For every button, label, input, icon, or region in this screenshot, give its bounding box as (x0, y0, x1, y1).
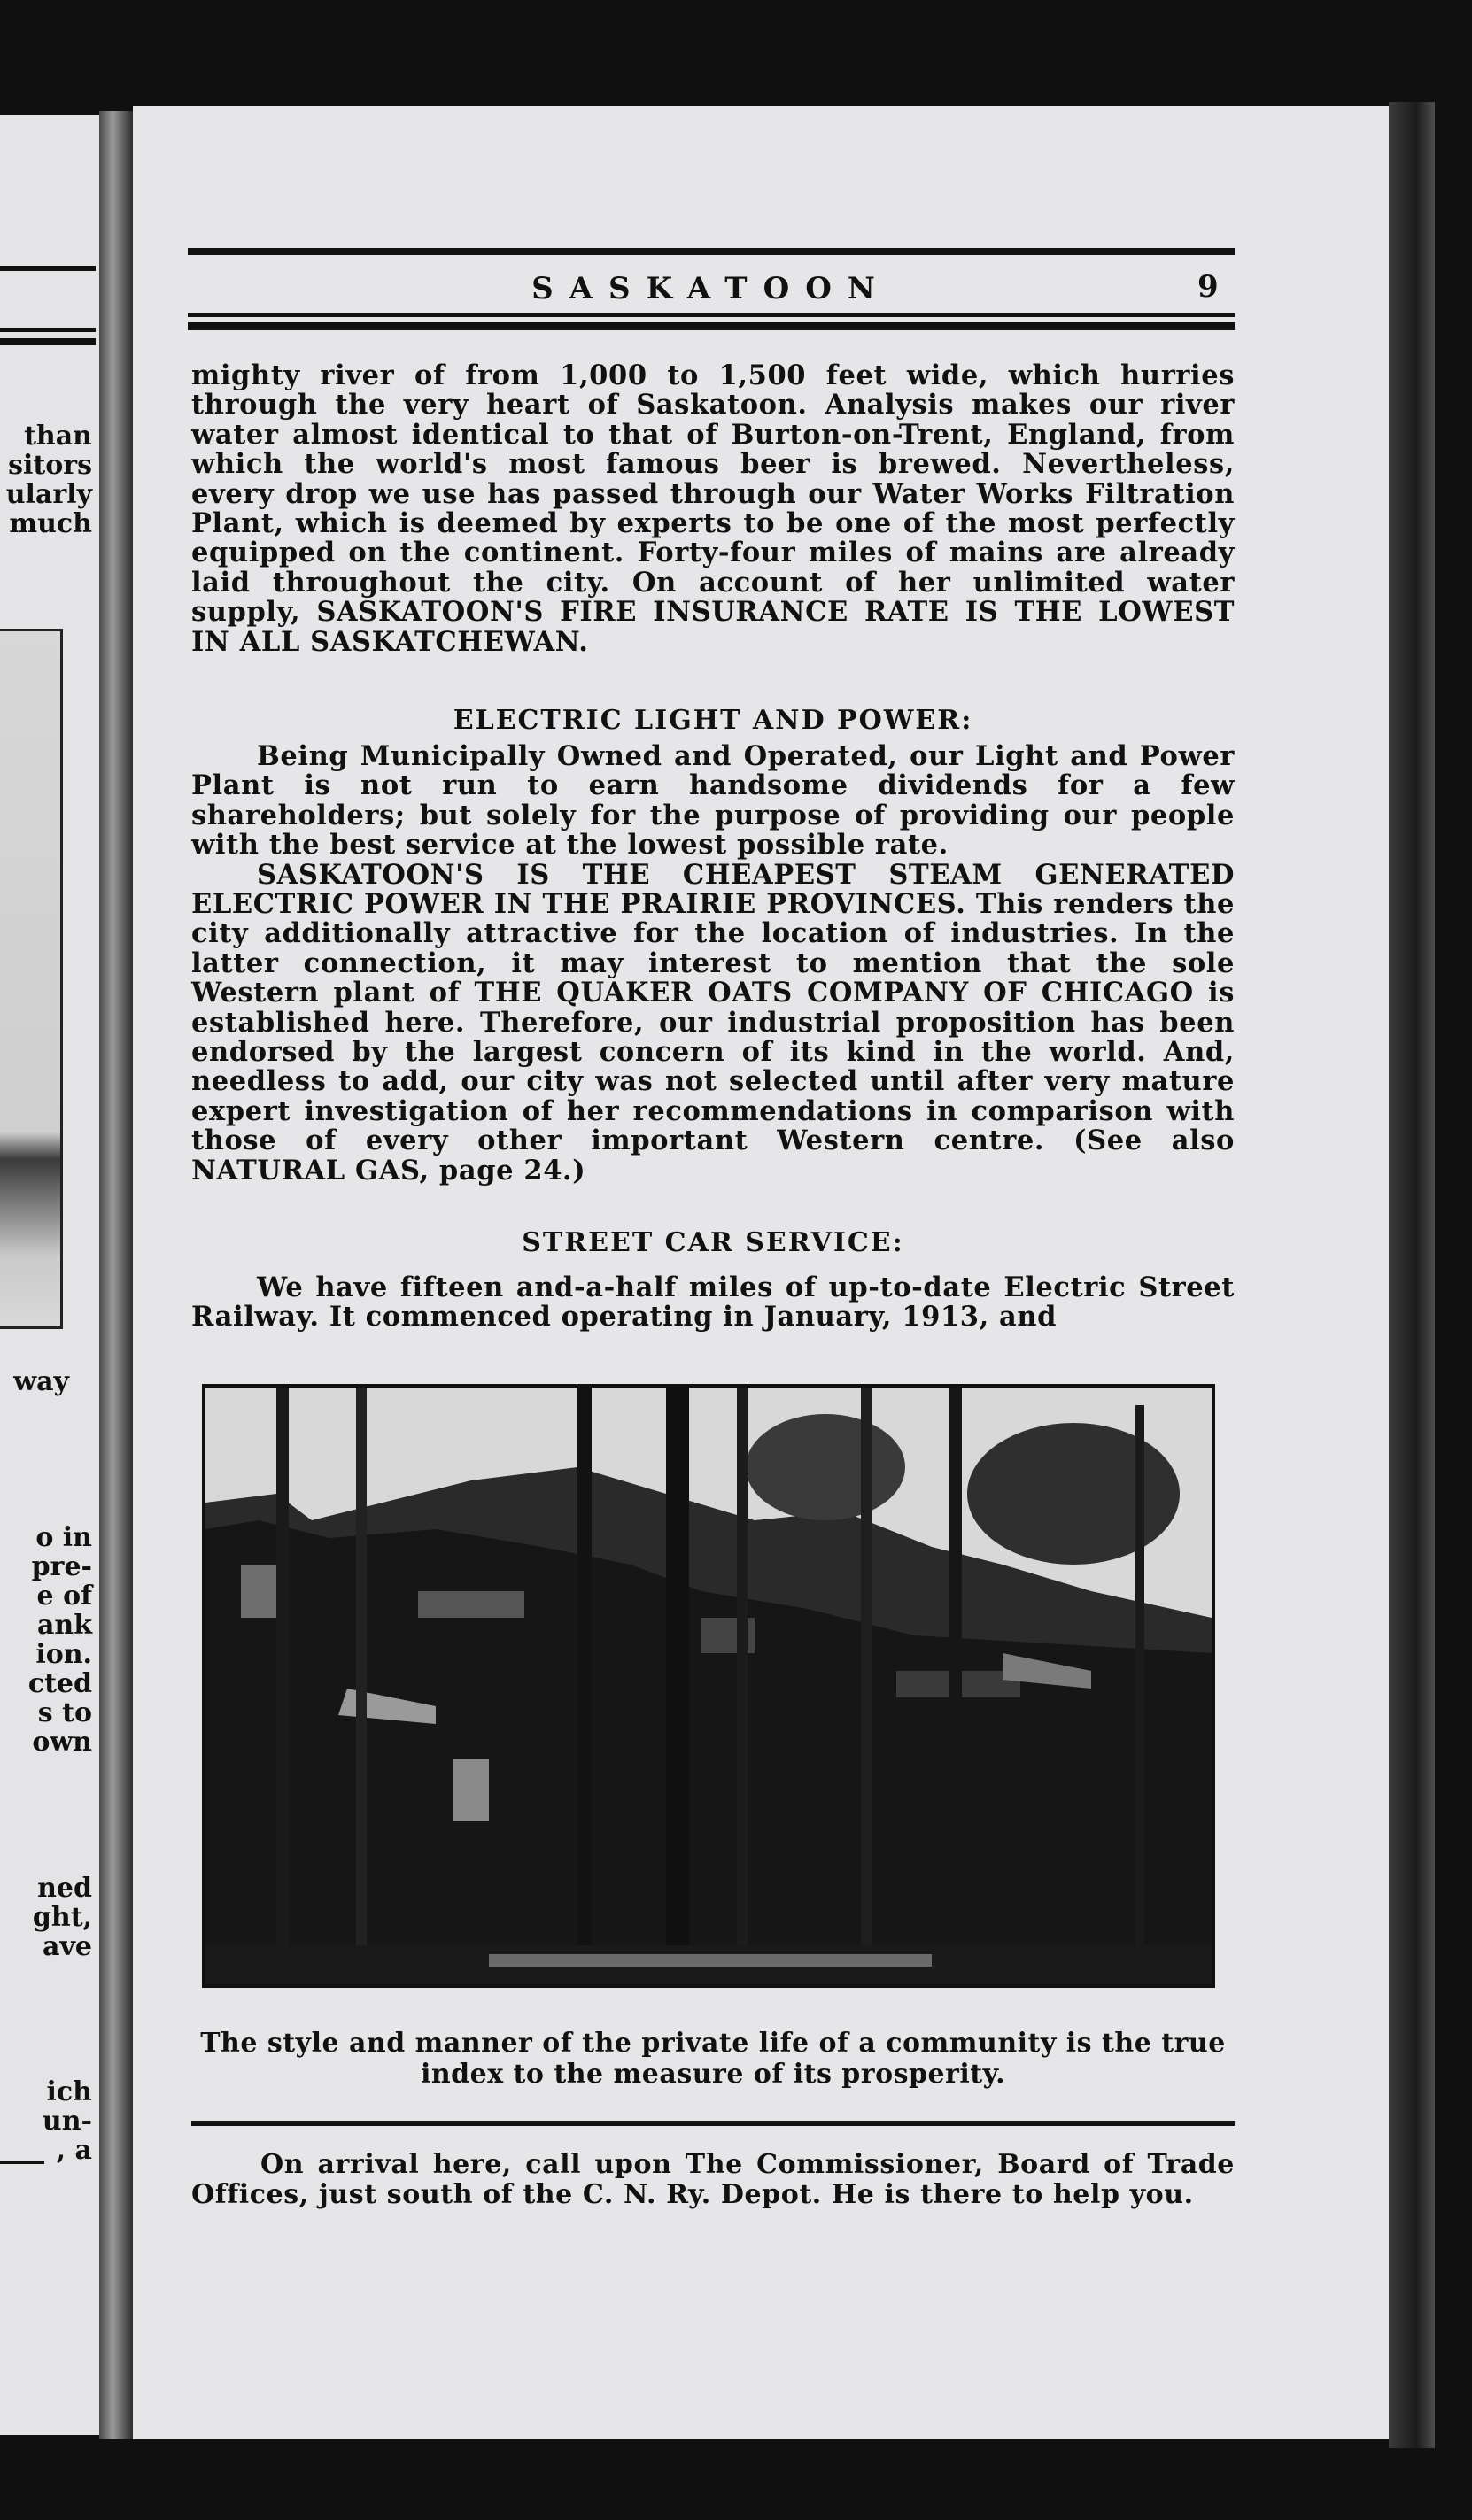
header-rule (188, 248, 1235, 255)
left-page-fragment: than (24, 421, 92, 452)
left-page-rule (0, 338, 96, 345)
left-page-fragment: , a (56, 2135, 92, 2166)
paragraph-text: mighty river of from 1,000 to 1,500 feet wide, which hurries through the very heart of Saskatoon. Analysis makes our river water almost identical to that of Burton-on-Trent, England, from which the world's most famous beer is brewed. Nevertheless, every drop we use has passed through our Water Works Filtration Plant, which is deemed by experts to be one of the most perfectly equipped on the continent. Forty-four miles of mains are already laid throughout the city. On account of her unlimited water supply, SASKATOON'S FIRE INSURANCE RATE IS THE LOWEST IN ALL SASKATCHEWAN. (191, 359, 1235, 658)
photo-illustration (205, 1388, 1212, 1984)
page-edge (1389, 102, 1435, 2448)
section-rule (191, 2121, 1235, 2126)
left-page-fragment: cted (27, 1668, 92, 1699)
left-page-fragment: ion. (35, 1639, 92, 1670)
paragraph-text: Being Municipally Owned and Operated, our Light and Power Plant is not run to earn handsome dividends for a few shareholders; but solely for the purpose of providing our people with the best service at the lowest possible rate. (191, 740, 1235, 862)
page-number: 9 (1197, 269, 1219, 305)
header-rule (188, 322, 1235, 330)
book-spine (99, 111, 133, 2439)
residence-photograph (202, 1384, 1215, 1988)
electric-section (191, 742, 1235, 1186)
running-head-title: SASKATOON (531, 271, 891, 306)
paragraph-text: SASKATOON'S IS THE CHEAPEST STEAM GENERATED ELECTRIC POWER IN THE PRAIRIE PROVINCES. This renders the city additionally attractive for the location of industries. In the latter connection, it may interest to mention that the sole Western plant of THE QUAKER OATS COMPANY OF CHICAGO is established here. Therefore, our industrial proposition has been endorsed by the largest concern of its kind in the world. And, needless to add, our city was not selected until after very mature expert investigation of her recommendations in comparison with those of every other important Western centre. (See also NATURAL GAS, page 24.) (191, 858, 1235, 1187)
left-page-photo-fragment (0, 629, 63, 1329)
left-page-fragment: ich (46, 2076, 92, 2107)
left-page-fragment: s to (37, 1697, 92, 1728)
commissioner-notice: On arrival here, call upon The Commissioner, Board of Trade Offices, just south of the C. N. Ry. Depot. He is there to help you. (191, 2149, 1235, 2210)
street-car-heading: STREET CAR SERVICE: (522, 1227, 904, 1258)
left-page-fragment: ularly (5, 479, 92, 510)
left-page-rule (0, 266, 96, 271)
electric-light-heading: ELECTRIC LIGHT AND POWER: (453, 705, 973, 736)
left-page-fragment: ank (36, 1610, 92, 1641)
left-page-fragment: ght, (32, 1902, 92, 1933)
left-page-fragment: ned (37, 1873, 92, 1904)
left-page-fragment: o in (35, 1522, 92, 1553)
header-rule (188, 313, 1235, 317)
left-page-fragment: e of (36, 1581, 92, 1612)
left-page-fragment: much (9, 508, 92, 539)
paragraph-text: We have fifteen and-a-half miles of up-to-date Electric Street Railway. It commenced operating in January, 1913, and (191, 1272, 1235, 1333)
left-page-fragment: way (13, 1366, 69, 1397)
left-page-fragment: sitors (8, 450, 92, 481)
photo-caption: The style and manner of the private life of a community is the true index to the measure of its prosperity. (200, 2028, 1226, 2090)
water-supply-paragraph (191, 361, 1235, 657)
left-page-rule (0, 2161, 44, 2164)
left-page-fragment: own (32, 1727, 92, 1758)
left-page-fragment: pre- (31, 1551, 92, 1582)
left-page-rule (0, 328, 96, 332)
left-page-fragment: ave (43, 1931, 92, 1962)
street-car-section (191, 1273, 1235, 1333)
left-page-fragment: un- (42, 2106, 92, 2137)
